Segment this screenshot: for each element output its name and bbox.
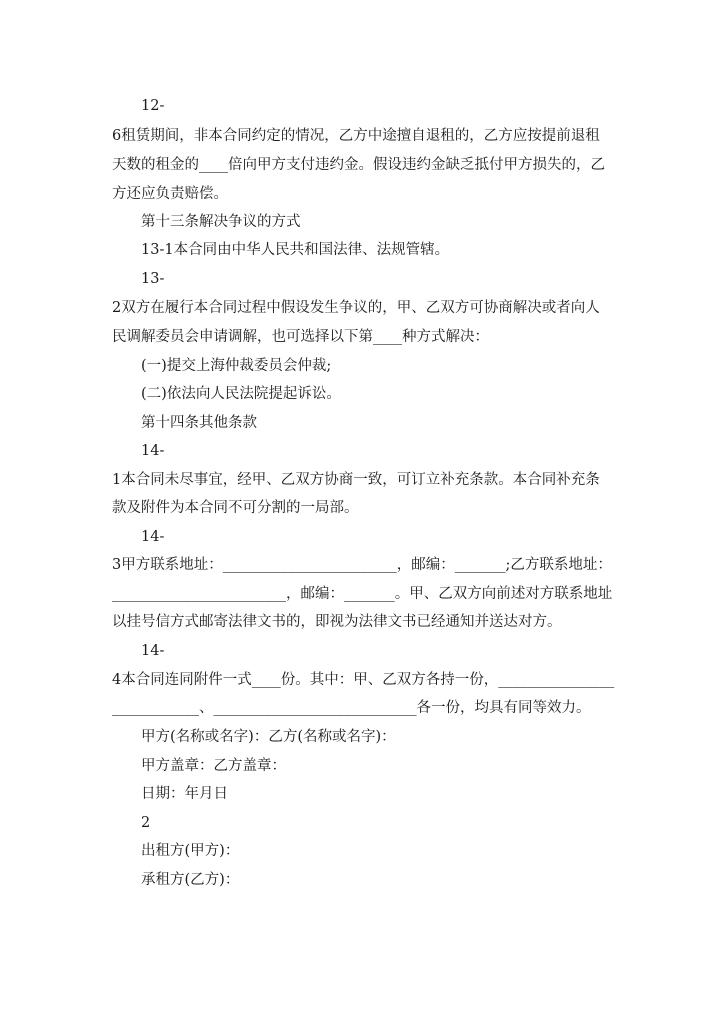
date-line: 日期：年月日 <box>141 786 228 802</box>
option-litigation: (二)依法向人民法院提起诉讼。 <box>141 386 341 402</box>
clause-13-1: 13-1本合同由中华人民共和国法律、法规管辖。 <box>141 242 450 258</box>
clause-14-3-line-2: ________________________，邮编：_______。甲、乙双方向前述对方联系地址 <box>112 586 613 602</box>
clause-14-3-line-1: 3甲方联系地址：________________________，邮编：_______;乙方联系地址： <box>112 557 612 573</box>
clause-13-number: 13- <box>141 271 165 287</box>
party-names-line: 甲方(名称或名字)：乙方(名称或名字)： <box>141 729 396 745</box>
clause-14-3-line-3: 以挂号信方式邮寄法律文书的，即视为法律文书已经通知并送达对方。 <box>112 614 562 630</box>
clause-12-6-line-2: 天数的租金的____倍向甲方支付违约金。假设违约金缺乏抵付甲方损失的，乙 <box>112 157 605 173</box>
clause-14-1-line-2: 款及附件为本合同不可分割的一局部。 <box>112 500 359 516</box>
clause-12-6-line-1: 6租赁期间，非本合同约定的情况，乙方中途擅自退租的，乙方应按提前退租 <box>112 128 600 144</box>
clause-14-number: 14- <box>141 443 165 459</box>
clause-12-6-line-3: 方还应负责赔偿。 <box>112 186 228 202</box>
page-number: 2 <box>141 815 151 831</box>
clause-14-1-line-1: 1本合同未尽事宜，经甲、乙双方协商一致，可订立补充条款。本合同补充条 <box>112 472 600 488</box>
clause-14-number: 14- <box>141 643 165 659</box>
clause-13-2-line-2: 民调解委员会申请调解，也可选择以下第____种方式解决： <box>112 329 489 345</box>
clause-14-4-line-1: 4本合同连同附件一式____份。其中：甲、乙双方各持一份，________________ <box>112 672 615 688</box>
clause-12-number: 12- <box>141 98 165 114</box>
clause-13-2-line-1: 2双方在履行本合同过程中假设发生争议的，甲、乙双方可协商解决或者向人 <box>112 300 600 316</box>
lessee-line: 承租方(乙方)： <box>141 872 240 888</box>
clause-14-4-line-2: ____________、____________________________各一份，均具有同等效力。 <box>112 700 591 716</box>
lessor-line: 出租方(甲方)： <box>141 843 240 859</box>
party-seals-line: 甲方盖章：乙方盖章： <box>141 758 286 774</box>
clause-14-number: 14- <box>141 529 165 545</box>
article-13-heading: 第十三条解决争议的方式 <box>141 214 301 230</box>
article-14-heading: 第十四条其他条款 <box>141 415 257 431</box>
option-arbitration: (一)提交上海仲裁委员会仲裁; <box>141 358 332 374</box>
